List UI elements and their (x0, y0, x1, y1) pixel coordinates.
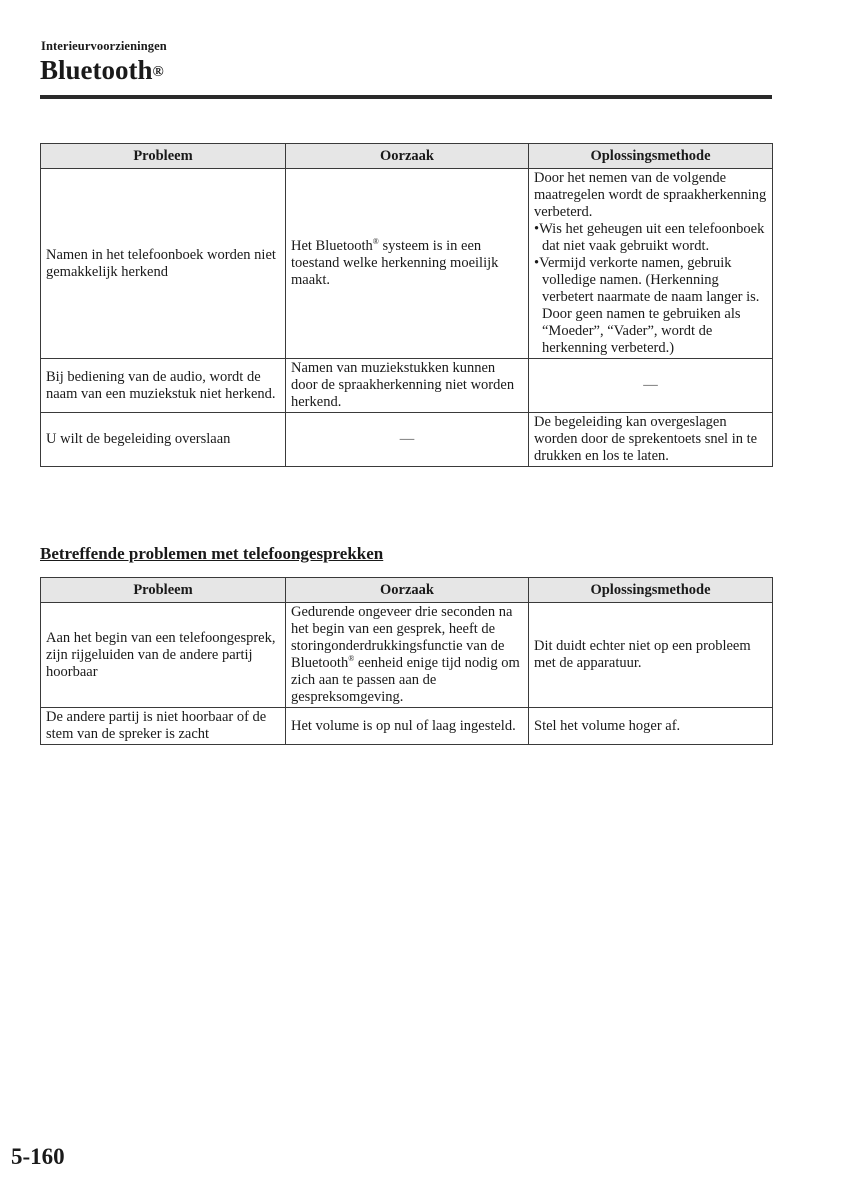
section-label: Interieurvoorzieningen (41, 39, 167, 53)
table-row (41, 603, 773, 708)
table-row (41, 413, 773, 467)
solution-intro: Door het nemen van de volgende maatregelen wordt de spraakherkenning verbeterd. (534, 170, 767, 220)
problem-cell: De andere partij is niet hoorbaar of de stem van de spreker is zacht (41, 708, 286, 745)
subsection-heading: Betreffende problemen met telefoongesprekken (40, 544, 384, 563)
problem-cell: Aan het begin van een telefoongesprek, zijn rijgeluiden van de andere partij hoorbaar (41, 603, 286, 708)
column-header-solution: Oplossingsmethode (529, 144, 773, 169)
registered-mark: ® (152, 64, 164, 80)
cause-cell: — (286, 413, 529, 467)
solution-cell: — (529, 359, 773, 413)
solution-cell: Dit duidt echter niet op een probleem met de apparatuur. (529, 603, 773, 708)
solution-cell (529, 169, 773, 359)
cause-text-continued: eenheid enige tijd nodig om zich aan te passen aan de gespreksomgeving. (291, 655, 520, 705)
cause-cell (286, 603, 529, 708)
column-header-cause: Oorzaak (286, 144, 529, 169)
column-header-problem: Probleem (41, 144, 286, 169)
problem-cell: Namen in het telefoonboek worden niet gemakkelijk herkend (41, 169, 286, 359)
registered-mark: ® (372, 237, 379, 247)
column-header-cause: Oorzaak (286, 578, 529, 603)
table-header-row (41, 144, 773, 169)
solution-bullet: •Vermijd verkorte namen, gebruik volledige namen. (Herkenning verbetert naarmate de naam langer is. Door geen namen te gebruiken als “Moeder”, “Vader”, wordt de herkenning verbeterd.) (534, 255, 760, 356)
cause-text: Gedurende ongeveer drie seconden na het begin van een gesprek, heeft de storingonderdrukkingsfunctie van de Bluetooth (291, 604, 513, 671)
solution-cell: De begeleiding kan overgeslagen worden door de sprekentoets snel in te drukken en los te laten. (529, 413, 773, 467)
solution-cell: Stel het volume hoger af. (529, 708, 773, 745)
problem-cell: U wilt de begeleiding overslaan (41, 413, 286, 467)
phone-call-troubleshooting-table (40, 577, 773, 745)
cause-cell: Het volume is op nul of laag ingesteld. (286, 708, 529, 745)
table-header-row (41, 578, 773, 603)
column-header-solution: Oplossingsmethode (529, 578, 773, 603)
registered-mark: ® (348, 654, 355, 664)
table-row (41, 169, 773, 359)
problem-cell: Bij bediening van de audio, wordt de naam van een muziekstuk niet herkend. (41, 359, 286, 413)
page-number: 5-160 (11, 1144, 65, 1169)
cause-cell: Namen van muziekstukken kunnen door de spraakherkenning niet worden herkend. (286, 359, 529, 413)
table-row (41, 359, 773, 413)
page-title-text: Bluetooth (40, 55, 153, 85)
page-title (40, 53, 164, 87)
title-divider (40, 95, 772, 99)
table-row (41, 708, 773, 745)
solution-bullet: •Wis het geheugen uit een telefoonboek dat niet vaak gebruikt wordt. (534, 221, 765, 254)
cause-text-continued: systeem is in een toestand welke herkenning moeilijk maakt. (291, 238, 499, 288)
column-header-problem: Probleem (41, 578, 286, 603)
cause-text: Het Bluetooth (291, 238, 373, 254)
cause-cell (286, 169, 529, 359)
voice-recognition-troubleshooting-table (40, 143, 773, 467)
